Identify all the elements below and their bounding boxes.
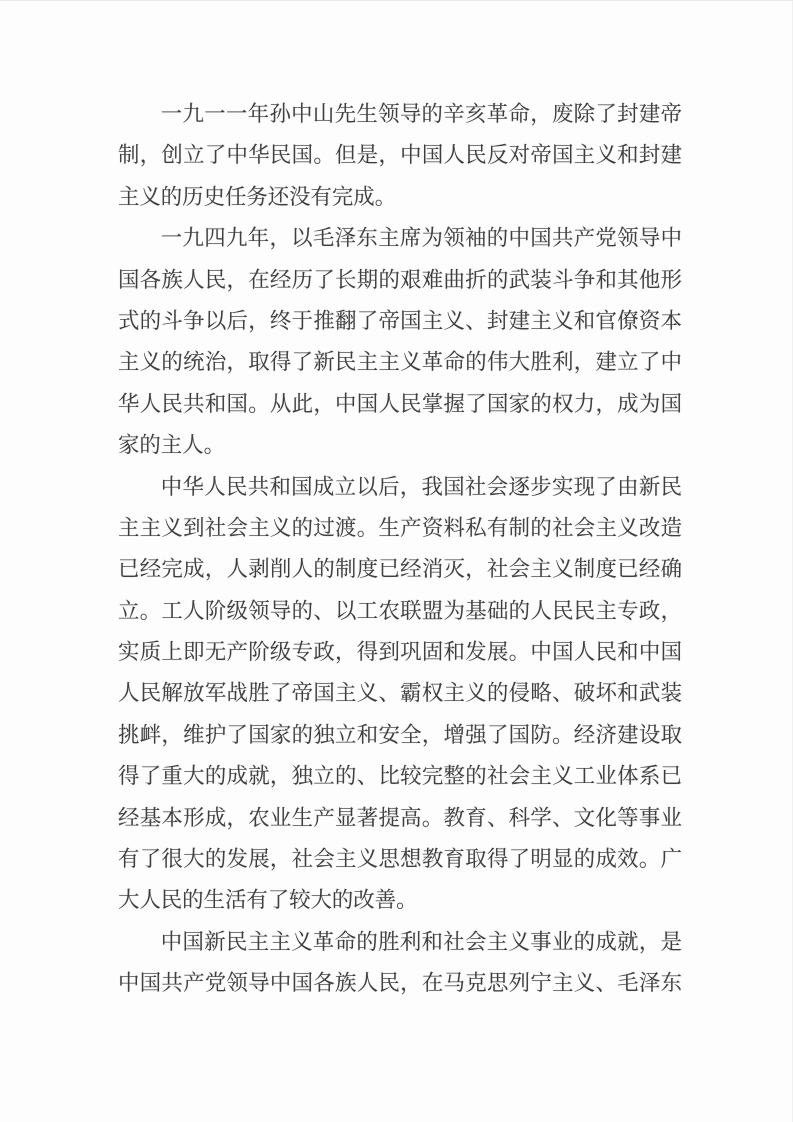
text-line: 一九一一年孙中山先生领导的辛亥革命，废除了封建帝 xyxy=(160,102,682,126)
text-line: 大人民的生活有了较大的改善。 xyxy=(118,888,418,913)
text-line: 一九四九年，以毛泽东主席为领袖的中国共产党领导中 xyxy=(160,226,682,251)
text-line: 中国共产党领导中国各族人民，在马克思列宁主义、毛泽东 xyxy=(118,971,682,996)
text-line: 主义的历史任务还没有完成。 xyxy=(118,184,397,209)
text-line: 中国新民主主义革命的胜利和社会主义事业的成就，是 xyxy=(160,929,682,954)
paragraph xyxy=(118,467,682,922)
text-line: 制，创立了中华民国。但是，中国人民反对帝国主义和封建 xyxy=(118,143,682,168)
text-line: 家的主人。 xyxy=(118,433,225,458)
text-line: 得了重大的成就，独立的、比较完整的社会主义工业体系已 xyxy=(118,764,682,789)
text-line: 挑衅，维护了国家的独立和安全，增强了国防。经济建设取 xyxy=(118,722,682,747)
paragraph xyxy=(118,922,682,1005)
text-line: 实质上即无产阶级专政，得到巩固和发展。中国人民和中国 xyxy=(118,640,682,665)
text-line: 有了很大的发展，社会主义思想教育取得了明显的成效。广 xyxy=(118,847,682,872)
text-line: 主主义到社会主义的过渡。生产资料私有制的社会主义改造 xyxy=(118,515,682,540)
text-line: 中华人民共和国成立以后，我国社会逐步实现了由新民 xyxy=(160,474,682,499)
text-block xyxy=(118,94,682,1005)
text-line: 主义的统治，取得了新民主主义革命的伟大胜利，建立了中 xyxy=(118,350,682,375)
text-line: 经基本形成，农业生产显著提高。教育、科学、文化等事业 xyxy=(118,805,682,830)
text-line: 人民解放军战胜了帝国主义、霸权主义的侵略、破坏和武装 xyxy=(118,681,682,706)
text-line: 立。工人阶级领导的、以工农联盟为基础的人民民主专政， xyxy=(118,598,682,623)
text-line: 已经完成，人剥削人的制度已经消灭，社会主义制度已经确 xyxy=(118,557,682,582)
paragraph xyxy=(118,218,682,466)
text-line: 式的斗争以后，终于推翻了帝国主义、封建主义和官僚资本 xyxy=(118,308,682,333)
text-line: 华人民共和国。从此，中国人民掌握了国家的权力，成为国 xyxy=(118,391,682,416)
paragraph xyxy=(118,94,682,218)
text-line: 国各族人民，在经历了长期的艰难曲折的武装斗争和其他形 xyxy=(118,267,682,292)
